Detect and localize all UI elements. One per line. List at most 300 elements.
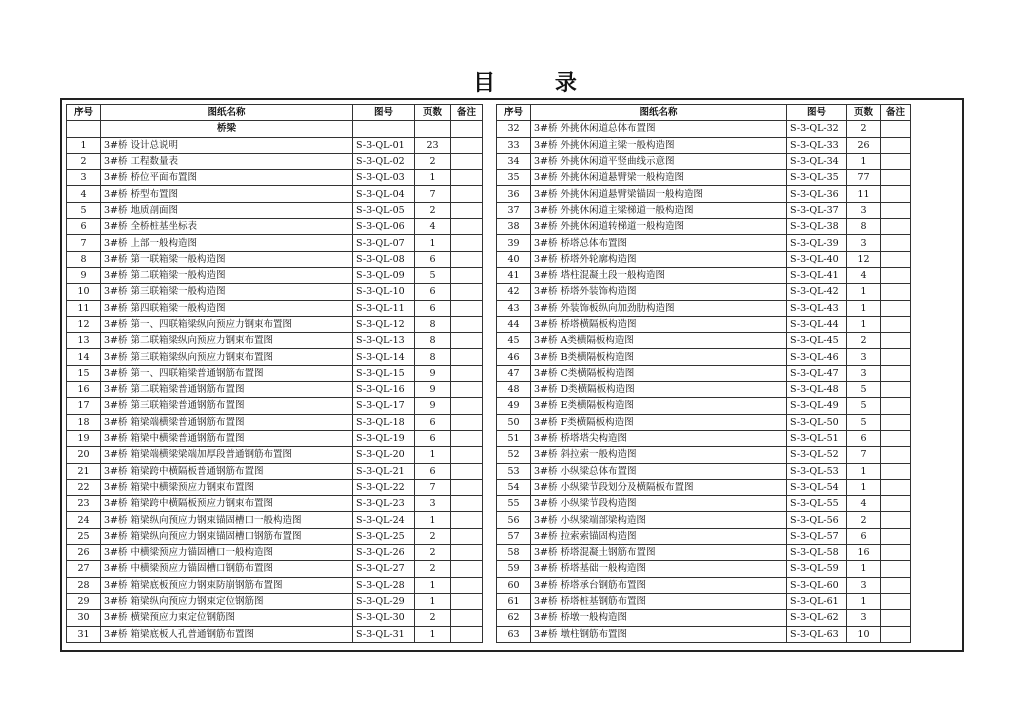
- note-cell: [451, 137, 483, 153]
- note-cell: [881, 561, 911, 577]
- name-cell: 3#桥 塔柱混凝土段一般构造图: [531, 267, 787, 283]
- name-cell: 3#桥 箱梁中横梁预应力钢束布置图: [101, 479, 353, 495]
- code-cell: S-3-QL-21: [353, 463, 415, 479]
- table-row: [497, 202, 911, 218]
- code-cell: S-3-QL-63: [787, 626, 847, 642]
- name-cell: 3#桥 D类横隔板构造图: [531, 382, 787, 398]
- note-cell: [451, 316, 483, 332]
- seq-cell: 50: [497, 414, 531, 430]
- seq-cell: 1: [67, 137, 101, 153]
- name-cell: 3#桥 桥塔承台钢筋布置图: [531, 577, 787, 593]
- code-cell: S-3-QL-61: [787, 593, 847, 609]
- toc-body-left: [67, 121, 483, 643]
- code-cell: S-3-QL-42: [787, 284, 847, 300]
- name-cell: 3#桥 第二联箱梁普通钢筋布置图: [101, 382, 353, 398]
- seq-cell: 28: [67, 577, 101, 593]
- header-pages: 页数: [415, 105, 451, 121]
- pages-cell: 6: [415, 463, 451, 479]
- name-cell: 3#桥 外挑休闲道主梁梯道一般构造图: [531, 202, 787, 218]
- pages-cell: 3: [847, 365, 881, 381]
- pages-cell: 7: [415, 479, 451, 495]
- code-cell: S-3-QL-18: [353, 414, 415, 430]
- table-row: [67, 577, 483, 593]
- note-cell: [881, 528, 911, 544]
- seq-cell: 3: [67, 170, 101, 186]
- header-seq: 序号: [497, 105, 531, 121]
- table-row: [497, 382, 911, 398]
- note-cell: [881, 512, 911, 528]
- pages-cell: 5: [415, 267, 451, 283]
- seq-cell: 30: [67, 610, 101, 626]
- table-row: [67, 545, 483, 561]
- name-cell: 3#桥 小纵梁节段构造图: [531, 496, 787, 512]
- table-row: [497, 398, 911, 414]
- seq-cell: [67, 121, 101, 137]
- name-cell: 3#桥 外挑休闲道悬臂梁锚固一般构造图: [531, 186, 787, 202]
- code-cell: [353, 121, 415, 137]
- code-cell: S-3-QL-47: [787, 365, 847, 381]
- note-cell: [881, 349, 911, 365]
- name-cell: 3#桥 外装饰板纵向加劲肋构造图: [531, 300, 787, 316]
- name-cell: 3#桥 桥位平面布置图: [101, 170, 353, 186]
- table-row: [67, 251, 483, 267]
- table-row: [497, 219, 911, 235]
- pages-cell: 8: [415, 349, 451, 365]
- code-cell: S-3-QL-08: [353, 251, 415, 267]
- pages-cell: [415, 121, 451, 137]
- note-cell: [881, 316, 911, 332]
- code-cell: S-3-QL-04: [353, 186, 415, 202]
- code-cell: S-3-QL-49: [787, 398, 847, 414]
- seq-cell: 49: [497, 398, 531, 414]
- table-row: [497, 267, 911, 283]
- seq-cell: 59: [497, 561, 531, 577]
- code-cell: S-3-QL-53: [787, 463, 847, 479]
- note-cell: [881, 463, 911, 479]
- code-cell: S-3-QL-06: [353, 219, 415, 235]
- seq-cell: 8: [67, 251, 101, 267]
- name-cell: 3#桥 拉索索锚固构造图: [531, 528, 787, 544]
- name-cell: 3#桥 桥塔外轮廓构造图: [531, 251, 787, 267]
- table-row: [67, 349, 483, 365]
- name-cell: 3#桥 外挑休闲道转梯道一般构造图: [531, 219, 787, 235]
- name-cell: 桥梁: [101, 121, 353, 137]
- table-row: [67, 170, 483, 186]
- pages-cell: 9: [415, 398, 451, 414]
- code-cell: S-3-QL-41: [787, 267, 847, 283]
- seq-cell: 6: [67, 219, 101, 235]
- pages-cell: 3: [847, 202, 881, 218]
- table-row: [497, 463, 911, 479]
- header-row: [67, 105, 483, 121]
- section-row: [67, 121, 483, 137]
- note-cell: [451, 202, 483, 218]
- note-cell: [881, 153, 911, 169]
- pages-cell: 9: [415, 382, 451, 398]
- name-cell: 3#桥 桥塔总体布置图: [531, 235, 787, 251]
- code-cell: S-3-QL-12: [353, 316, 415, 332]
- pages-cell: 3: [415, 496, 451, 512]
- note-cell: [451, 626, 483, 642]
- pages-cell: 2: [415, 528, 451, 544]
- code-cell: S-3-QL-22: [353, 479, 415, 495]
- header-code: 图号: [787, 105, 847, 121]
- pages-cell: 1: [847, 463, 881, 479]
- code-cell: S-3-QL-58: [787, 545, 847, 561]
- seq-cell: 20: [67, 447, 101, 463]
- table-row: [67, 316, 483, 332]
- pages-cell: 9: [415, 365, 451, 381]
- pages-cell: 2: [415, 202, 451, 218]
- seq-cell: 47: [497, 365, 531, 381]
- note-cell: [881, 251, 911, 267]
- pages-cell: 1: [847, 316, 881, 332]
- code-cell: S-3-QL-59: [787, 561, 847, 577]
- code-cell: S-3-QL-45: [787, 333, 847, 349]
- header-note: 备注: [881, 105, 911, 121]
- table-row: [497, 186, 911, 202]
- code-cell: S-3-QL-35: [787, 170, 847, 186]
- pages-cell: 10: [847, 626, 881, 642]
- note-cell: [451, 382, 483, 398]
- pages-cell: 23: [415, 137, 451, 153]
- code-cell: S-3-QL-13: [353, 333, 415, 349]
- table-row: [67, 235, 483, 251]
- pages-cell: 2: [415, 545, 451, 561]
- name-cell: 3#桥 第二联箱梁一般构造图: [101, 267, 353, 283]
- name-cell: 3#桥 第一、四联箱梁普通钢筋布置图: [101, 365, 353, 381]
- table-row: [497, 349, 911, 365]
- name-cell: 3#桥 第三联箱梁纵向预应力钢束布置图: [101, 349, 353, 365]
- note-cell: [451, 349, 483, 365]
- seq-cell: 42: [497, 284, 531, 300]
- table-row: [497, 300, 911, 316]
- code-cell: S-3-QL-14: [353, 349, 415, 365]
- code-cell: S-3-QL-20: [353, 447, 415, 463]
- table-row: [497, 610, 911, 626]
- code-cell: S-3-QL-37: [787, 202, 847, 218]
- seq-cell: 62: [497, 610, 531, 626]
- header-note: 备注: [451, 105, 483, 121]
- header-row: [497, 105, 911, 121]
- code-cell: S-3-QL-26: [353, 545, 415, 561]
- name-cell: 3#桥 箱梁跨中横隔板预应力钢束布置图: [101, 496, 353, 512]
- name-cell: 3#桥 箱梁底板人孔普通钢筋布置图: [101, 626, 353, 642]
- table-row: [67, 626, 483, 642]
- note-cell: [451, 251, 483, 267]
- seq-cell: 46: [497, 349, 531, 365]
- seq-cell: 2: [67, 153, 101, 169]
- seq-cell: 44: [497, 316, 531, 332]
- table-row: [67, 300, 483, 316]
- name-cell: 3#桥 设计总说明: [101, 137, 353, 153]
- table-row: [67, 528, 483, 544]
- table-row: [497, 414, 911, 430]
- note-cell: [451, 593, 483, 609]
- seq-cell: 27: [67, 561, 101, 577]
- code-cell: S-3-QL-52: [787, 447, 847, 463]
- code-cell: S-3-QL-05: [353, 202, 415, 218]
- table-row: [67, 333, 483, 349]
- note-cell: [881, 219, 911, 235]
- note-cell: [881, 202, 911, 218]
- code-cell: S-3-QL-62: [787, 610, 847, 626]
- table-row: [67, 610, 483, 626]
- pages-cell: 1: [847, 300, 881, 316]
- code-cell: S-3-QL-46: [787, 349, 847, 365]
- table-row: [67, 512, 483, 528]
- seq-cell: 29: [67, 593, 101, 609]
- table-row: [497, 153, 911, 169]
- table-row: [67, 219, 483, 235]
- name-cell: 3#桥 桥塔基础一般构造图: [531, 561, 787, 577]
- pages-cell: 2: [847, 512, 881, 528]
- seq-cell: 25: [67, 528, 101, 544]
- table-row: [67, 365, 483, 381]
- table-row: [497, 479, 911, 495]
- seq-cell: 32: [497, 121, 531, 137]
- note-cell: [881, 414, 911, 430]
- seq-cell: 43: [497, 300, 531, 316]
- seq-cell: 37: [497, 202, 531, 218]
- code-cell: S-3-QL-43: [787, 300, 847, 316]
- code-cell: S-3-QL-38: [787, 219, 847, 235]
- table-row: [67, 186, 483, 202]
- name-cell: 3#桥 桥墩一般构造图: [531, 610, 787, 626]
- code-cell: S-3-QL-16: [353, 382, 415, 398]
- note-cell: [881, 447, 911, 463]
- seq-cell: 16: [67, 382, 101, 398]
- table-row: [67, 430, 483, 446]
- seq-cell: 22: [67, 479, 101, 495]
- pages-cell: 12: [847, 251, 881, 267]
- name-cell: 3#桥 外挑休闲道主梁一般构造图: [531, 137, 787, 153]
- code-cell: S-3-QL-29: [353, 593, 415, 609]
- note-cell: [451, 333, 483, 349]
- seq-cell: 40: [497, 251, 531, 267]
- seq-cell: 41: [497, 267, 531, 283]
- pages-cell: 1: [847, 593, 881, 609]
- code-cell: S-3-QL-33: [787, 137, 847, 153]
- pages-cell: 3: [847, 349, 881, 365]
- table-row: [497, 251, 911, 267]
- seq-cell: 53: [497, 463, 531, 479]
- name-cell: 3#桥 第三联箱梁一般构造图: [101, 284, 353, 300]
- note-cell: [881, 496, 911, 512]
- name-cell: 3#桥 箱梁端横梁梁端加厚段普通钢筋布置图: [101, 447, 353, 463]
- name-cell: 3#桥 箱梁中横梁普通钢筋布置图: [101, 430, 353, 446]
- name-cell: 3#桥 斜拉索一般构造图: [531, 447, 787, 463]
- name-cell: 3#桥 地质剖面图: [101, 202, 353, 218]
- table-row: [497, 365, 911, 381]
- name-cell: 3#桥 箱梁跨中横隔板普通钢筋布置图: [101, 463, 353, 479]
- pages-cell: 3: [847, 610, 881, 626]
- table-row: [67, 593, 483, 609]
- table-row: [67, 447, 483, 463]
- pages-cell: 6: [415, 251, 451, 267]
- pages-cell: 3: [847, 235, 881, 251]
- code-cell: S-3-QL-30: [353, 610, 415, 626]
- pages-cell: 8: [415, 316, 451, 332]
- name-cell: 3#桥 桥塔混凝土钢筋布置图: [531, 545, 787, 561]
- code-cell: S-3-QL-31: [353, 626, 415, 642]
- code-cell: S-3-QL-60: [787, 577, 847, 593]
- table-row: [497, 137, 911, 153]
- table-row: [497, 528, 911, 544]
- seq-cell: 23: [67, 496, 101, 512]
- table-row: [67, 284, 483, 300]
- seq-cell: 4: [67, 186, 101, 202]
- table-row: [67, 561, 483, 577]
- name-cell: 3#桥 E类横隔板构造图: [531, 398, 787, 414]
- name-cell: 3#桥 桥塔横隔板构造图: [531, 316, 787, 332]
- note-cell: [451, 577, 483, 593]
- table-row: [67, 479, 483, 495]
- seq-cell: 17: [67, 398, 101, 414]
- note-cell: [451, 284, 483, 300]
- seq-cell: 36: [497, 186, 531, 202]
- name-cell: 3#桥 A类横隔板构造图: [531, 333, 787, 349]
- seq-cell: 57: [497, 528, 531, 544]
- header-pages: 页数: [847, 105, 881, 121]
- table-row: [497, 430, 911, 446]
- seq-cell: 63: [497, 626, 531, 642]
- note-cell: [451, 121, 483, 137]
- toc-body-right: [497, 121, 911, 643]
- seq-cell: 31: [67, 626, 101, 642]
- table-row: [67, 137, 483, 153]
- seq-cell: 11: [67, 300, 101, 316]
- note-cell: [451, 610, 483, 626]
- code-cell: S-3-QL-34: [787, 153, 847, 169]
- pages-cell: 3: [847, 577, 881, 593]
- code-cell: S-3-QL-51: [787, 430, 847, 446]
- table-row: [497, 284, 911, 300]
- code-cell: S-3-QL-17: [353, 398, 415, 414]
- seq-cell: 26: [67, 545, 101, 561]
- table-row: [67, 382, 483, 398]
- code-cell: S-3-QL-57: [787, 528, 847, 544]
- code-cell: S-3-QL-02: [353, 153, 415, 169]
- seq-cell: 56: [497, 512, 531, 528]
- note-cell: [451, 398, 483, 414]
- note-cell: [881, 137, 911, 153]
- note-cell: [451, 430, 483, 446]
- pages-cell: 26: [847, 137, 881, 153]
- code-cell: S-3-QL-48: [787, 382, 847, 398]
- pages-cell: 6: [415, 300, 451, 316]
- name-cell: 3#桥 桥塔塔尖构造图: [531, 430, 787, 446]
- name-cell: 3#桥 外挑休闲道悬臂梁一般构造图: [531, 170, 787, 186]
- pages-cell: 2: [415, 561, 451, 577]
- name-cell: 3#桥 桥塔外装饰构造图: [531, 284, 787, 300]
- note-cell: [881, 235, 911, 251]
- code-cell: S-3-QL-01: [353, 137, 415, 153]
- name-cell: 3#桥 小纵梁总体布置图: [531, 463, 787, 479]
- table-row: [497, 593, 911, 609]
- seq-cell: 48: [497, 382, 531, 398]
- table-row: [497, 121, 911, 137]
- code-cell: S-3-QL-55: [787, 496, 847, 512]
- name-cell: 3#桥 C类横隔板构造图: [531, 365, 787, 381]
- name-cell: 3#桥 桥塔桩基钢筋布置图: [531, 593, 787, 609]
- pages-cell: 6: [847, 430, 881, 446]
- code-cell: S-3-QL-32: [787, 121, 847, 137]
- name-cell: 3#桥 桥型布置图: [101, 186, 353, 202]
- note-cell: [451, 186, 483, 202]
- pages-cell: 1: [415, 593, 451, 609]
- seq-cell: 10: [67, 284, 101, 300]
- seq-cell: 51: [497, 430, 531, 446]
- pages-cell: 6: [847, 528, 881, 544]
- seq-cell: 24: [67, 512, 101, 528]
- table-row: [67, 267, 483, 283]
- seq-cell: 52: [497, 447, 531, 463]
- table-row: [67, 463, 483, 479]
- code-cell: S-3-QL-36: [787, 186, 847, 202]
- note-cell: [451, 365, 483, 381]
- header-name: 图纸名称: [531, 105, 787, 121]
- note-cell: [881, 593, 911, 609]
- note-cell: [451, 153, 483, 169]
- name-cell: 3#桥 箱梁端横梁普通钢筋布置图: [101, 414, 353, 430]
- header-code: 图号: [353, 105, 415, 121]
- code-cell: S-3-QL-10: [353, 284, 415, 300]
- code-cell: S-3-QL-07: [353, 235, 415, 251]
- table-row: [67, 153, 483, 169]
- name-cell: 3#桥 墩柱钢筋布置图: [531, 626, 787, 642]
- pages-cell: 7: [847, 447, 881, 463]
- note-cell: [451, 447, 483, 463]
- pages-cell: 2: [415, 153, 451, 169]
- pages-cell: 5: [847, 398, 881, 414]
- code-cell: S-3-QL-28: [353, 577, 415, 593]
- code-cell: S-3-QL-11: [353, 300, 415, 316]
- pages-cell: 2: [847, 121, 881, 137]
- seq-cell: 60: [497, 577, 531, 593]
- name-cell: 3#桥 第一联箱梁一般构造图: [101, 251, 353, 267]
- table-row: [497, 316, 911, 332]
- name-cell: 3#桥 小纵梁端部梁构造图: [531, 512, 787, 528]
- pages-cell: 8: [415, 333, 451, 349]
- note-cell: [881, 626, 911, 642]
- pages-cell: 8: [847, 219, 881, 235]
- pages-cell: 6: [415, 414, 451, 430]
- seq-cell: 58: [497, 545, 531, 561]
- pages-cell: 11: [847, 186, 881, 202]
- code-cell: S-3-QL-56: [787, 512, 847, 528]
- header-name: 图纸名称: [101, 105, 353, 121]
- name-cell: 3#桥 小纵梁节段划分及横隔板布置图: [531, 479, 787, 495]
- seq-cell: 39: [497, 235, 531, 251]
- note-cell: [451, 414, 483, 430]
- note-cell: [881, 545, 911, 561]
- seq-cell: 55: [497, 496, 531, 512]
- table-row: [497, 235, 911, 251]
- pages-cell: 5: [847, 382, 881, 398]
- name-cell: 3#桥 工程数量表: [101, 153, 353, 169]
- seq-cell: 12: [67, 316, 101, 332]
- name-cell: 3#桥 中横梁预应力锚固槽口一般构造图: [101, 545, 353, 561]
- note-cell: [881, 300, 911, 316]
- name-cell: 3#桥 第四联箱梁一般构造图: [101, 300, 353, 316]
- seq-cell: 21: [67, 463, 101, 479]
- note-cell: [451, 219, 483, 235]
- code-cell: S-3-QL-19: [353, 430, 415, 446]
- code-cell: S-3-QL-15: [353, 365, 415, 381]
- name-cell: 3#桥 第一、四联箱梁纵向预应力钢束布置图: [101, 316, 353, 332]
- pages-cell: 1: [415, 170, 451, 186]
